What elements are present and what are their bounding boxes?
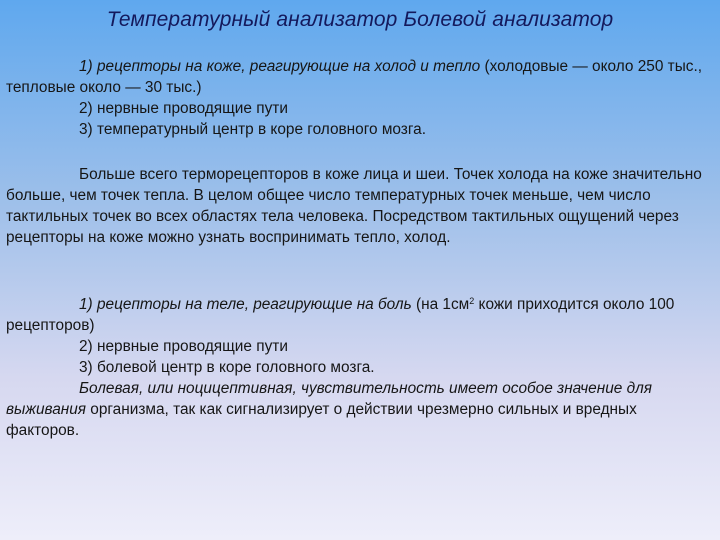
pain-description-italic: Болевая, или ноцицептивная, чувствительность имеет особое значение для выживания [6, 380, 653, 418]
pain-description [6, 378, 714, 441]
pain-item-pathways: 2) нервные проводящие пути [79, 338, 288, 355]
pain-item-center: 3) болевой центр в коре головного мозга. [79, 359, 375, 376]
temperature-item-center: 3) температурный центр в коре головного мозга. [79, 121, 426, 138]
temperature-analyzer-section [6, 56, 714, 140]
temperature-item-pathways: 2) нервные проводящие пути [79, 100, 288, 117]
temperature-receptors-counts: (холодовые — около 250 тыс., тепловые около — 30 тыс.) [6, 58, 703, 96]
pain-description-rest: организма, так как сигнализирует о действии чрезмерно сильных и вредных факторов. [6, 401, 637, 439]
slide-title: Температурный анализатор Болевой анализатор [106, 8, 614, 31]
pain-analyzer-section [6, 294, 714, 441]
pain-receptors-mid: (на 1см [411, 296, 470, 313]
pain-receptors-rest: кожи приходится около 100 рецепторов) [6, 296, 675, 334]
temperature-description: Больше всего терморецепторов в коже лица и шеи. Точек холода на коже значительно больше, чем точек тепла. В целом общее число температурных точек меньше, чем число тактильных точек во всех областях тела человека. Посредством тактильных ощущений через рецепторы на коже можно узнать воспринимать тепло, холод. [6, 166, 702, 246]
temperature-paragraph [6, 164, 714, 248]
pain-item-receptors [6, 294, 714, 336]
pain-receptors-italic: 1) рецепторы на теле, реагирующие на боль [79, 296, 412, 313]
pain-receptors-sup: 2 [469, 296, 475, 306]
temperature-receptors-italic: 1) рецепторы на коже, реагирующие на холод и тепло [79, 58, 481, 75]
temperature-item-receptors [6, 56, 714, 98]
